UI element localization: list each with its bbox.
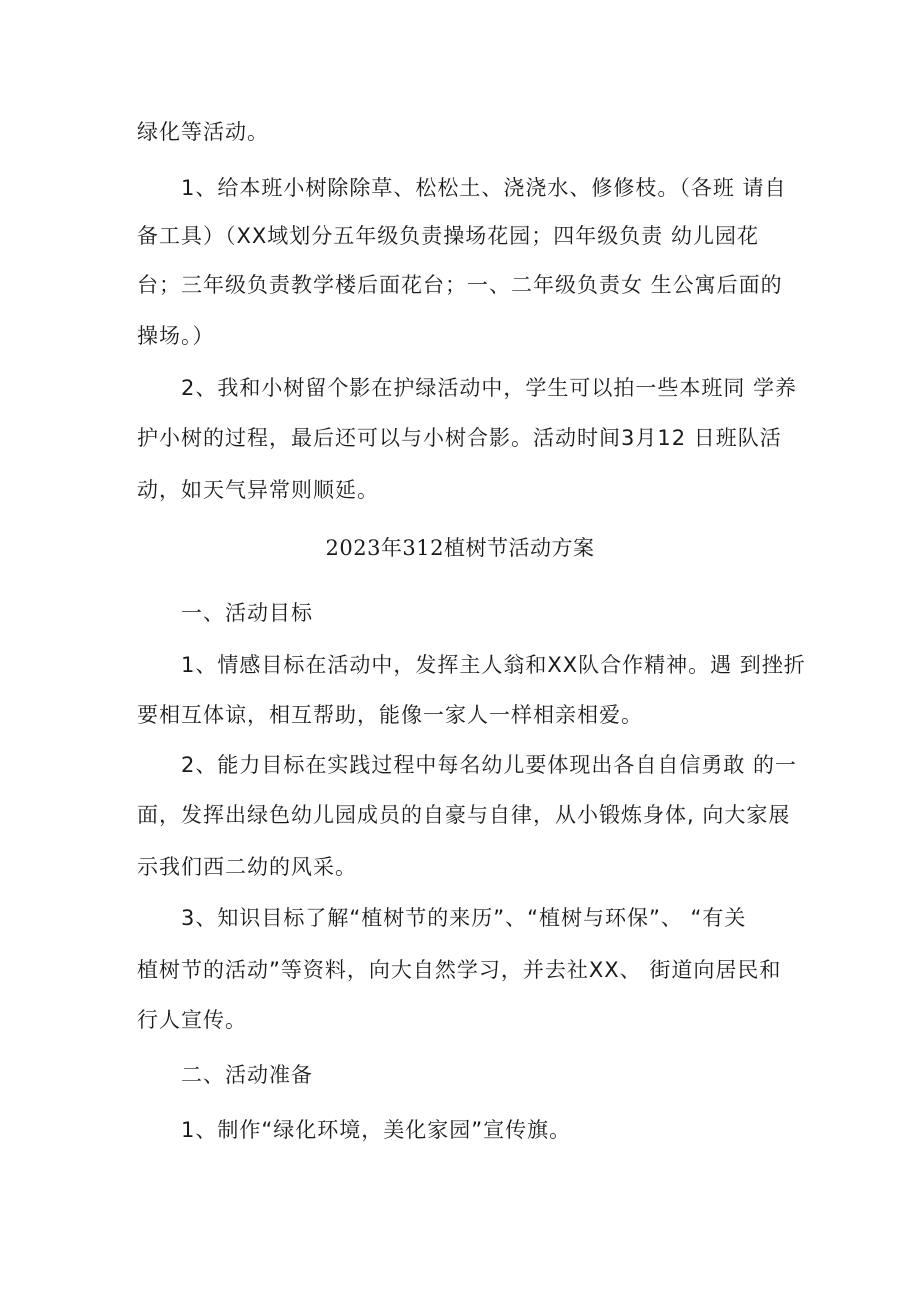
text-line: 绿化等活动。: [137, 120, 269, 144]
text-line: 动，如天气异常则顺延。: [137, 478, 379, 502]
text-line: 示我们西二幼的风采。: [137, 855, 357, 879]
text-line: 操场。）: [137, 324, 215, 348]
section-heading: 二、活动准备: [181, 1063, 313, 1087]
text-line: 1、情感目标在活动中，发挥主人翁和XX队合作精神。遇 到挫折: [181, 653, 806, 677]
text-line: 护小树的过程，最后还可以与小树合影。活动时间3月12 日班队活: [137, 426, 782, 450]
text-line: 台；三年级负责教学楼后面花台；一、二年级负责女 生公寓后面的: [137, 273, 783, 297]
text-line: 1、制作“绿化环境，美化家园”宣传旗。: [181, 1118, 572, 1142]
section-heading: 一、活动目标: [181, 601, 313, 625]
text-line: 面，发挥出绿色幼儿园成员的自豪与自律，从小锻炼身体, 向大家展: [137, 803, 791, 827]
text-line: 2、我和小树留个影在护绿活动中，学生可以拍一些本班同 学养: [181, 376, 798, 400]
text-line: 要相互体谅，相互帮助，能像一家人一样相亲相爱。: [137, 703, 643, 727]
text-line: 备工具）（XX域划分五年级负责操场花园；四年级负责 幼儿园花: [137, 224, 759, 248]
text-line: 1、给本班小树除除草、松松土、浇浇水、修修枝。（各班 请自: [181, 176, 787, 200]
section-title: 2023年312植树节活动方案: [325, 536, 595, 560]
text-line: 3、知识目标了解“植树节的来历”、“植树与环保”、 “有关: [181, 906, 747, 930]
text-line: 植树节的活动”等资料，向大自然学习，并去社XX、 街道向居民和: [137, 958, 782, 982]
text-line: 2、能力目标在实践过程中每名幼儿要体现出各自自信勇敢 的一: [181, 753, 798, 777]
text-line: 行人宣传。: [137, 1008, 247, 1032]
